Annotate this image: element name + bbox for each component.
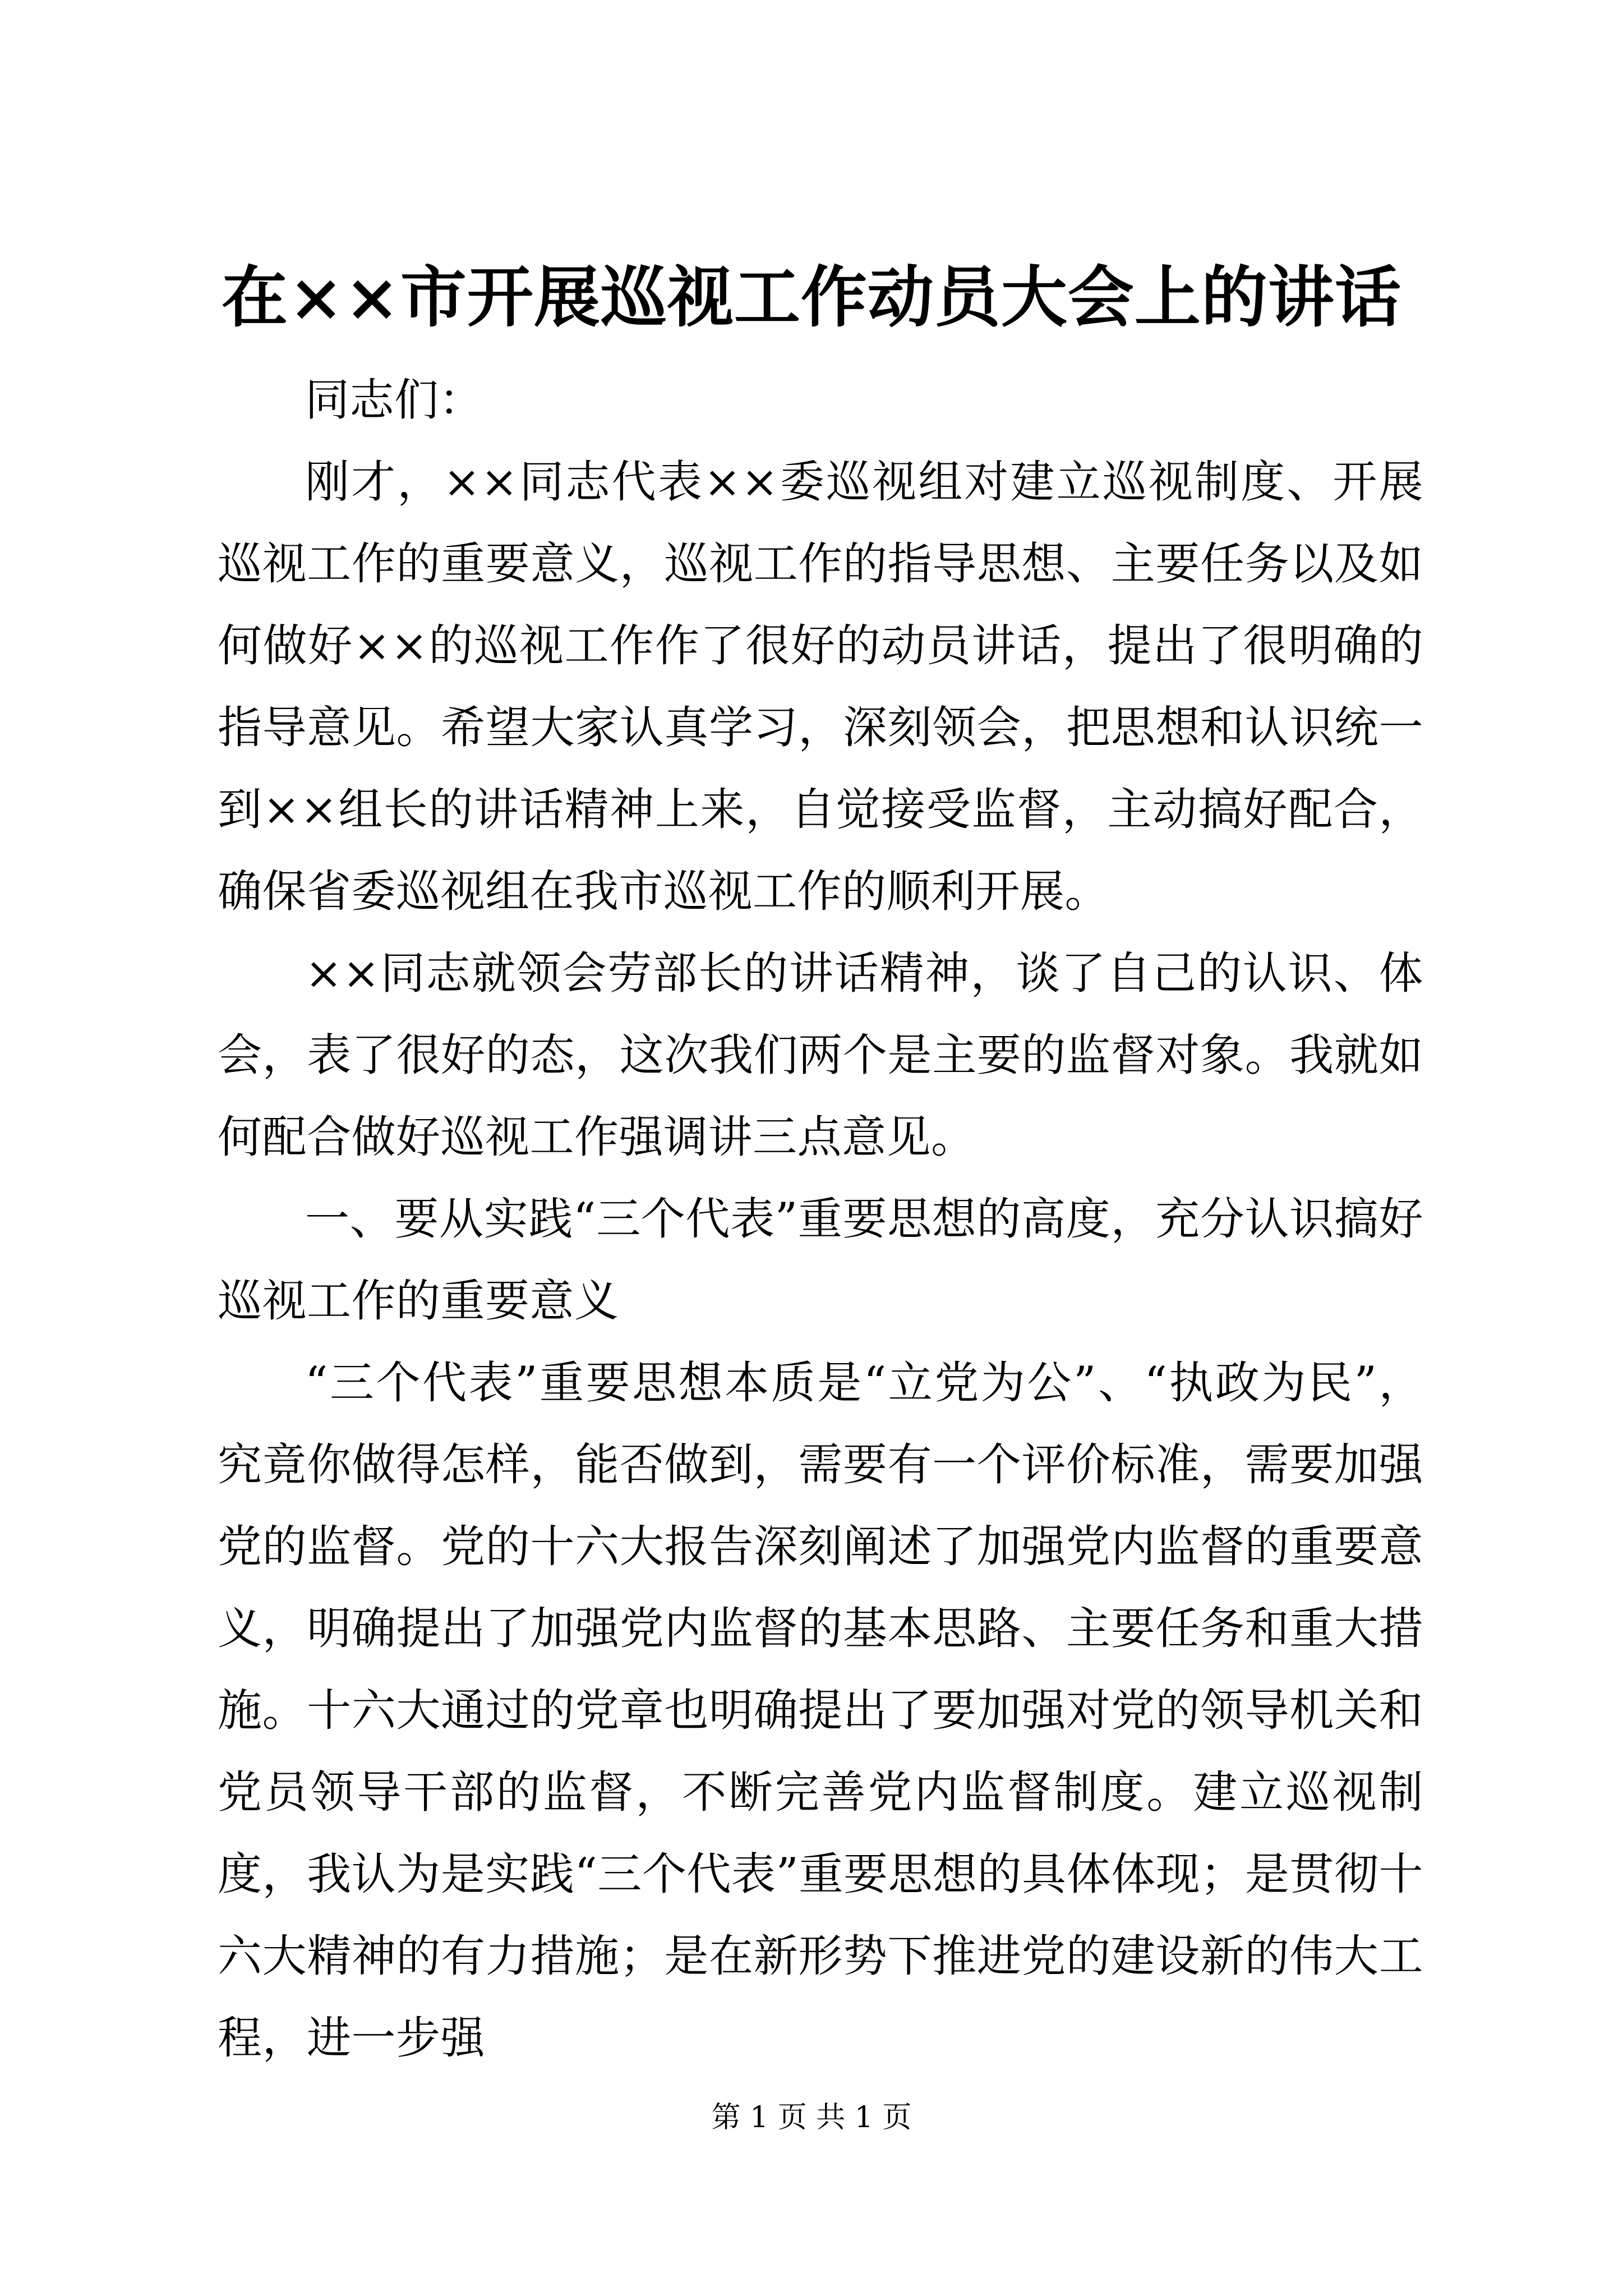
page-title: 在××市开展巡视工作动员大会上的讲话 bbox=[222, 258, 1401, 336]
section-heading-one: 一、要从实践“三个代表”重要思想的高度，充分认识搞好巡视工作的重要意义 bbox=[218, 1193, 1423, 1327]
paragraph-opening: 刚才，××同志代表××委巡视组对建立巡视制度、开展巡视工作的重要意义，巡视工作的指导思想、主要任务以及如何做好××的巡视工作作了很好的动员讲话，提出了很明确的指导意见。希望大家认真学习，深刻领会，把思想和认识统一到××组长的讲话精神上来，自觉接受监督，主动搞好配合，确保省委巡视组在我市巡视工作的顺利开展。 bbox=[218, 456, 1423, 917]
page-footer: 第 1 页 共 1 页 bbox=[711, 2101, 912, 2134]
paragraph-section-one: “三个代表”重要思想本质是“立党为公”、“执政为民”，究竟你做得怎样，能否做到，需要有一个评价标准，需要加强党的监督。党的十六大报告深刻阐述了加强党内监督的重要意义，明确提出了加强党内监督的基本思路、主要任务和重大措施。十六大通过的党章也明确提出了要加强对党的领导机关和党员领导干部的监督，不断完善党内监督制度。建立巡视制度，我认为是实践“三个代表”重要思想的具体体现；是贯彻十六大精神的有力措施；是在新形势下推进党的建设新的伟大工程，进一步强 bbox=[218, 1357, 1423, 2064]
paragraph-second: ××同志就领会劳部长的讲话精神，谈了自己的认识、体会，表了很好的态，这次我们两个是主要的监督对象。我就如何配合做好巡视工作强调讲三点意见。 bbox=[218, 947, 1423, 1163]
document-body bbox=[218, 359, 1423, 2079]
salutation: 同志们： bbox=[305, 374, 483, 426]
